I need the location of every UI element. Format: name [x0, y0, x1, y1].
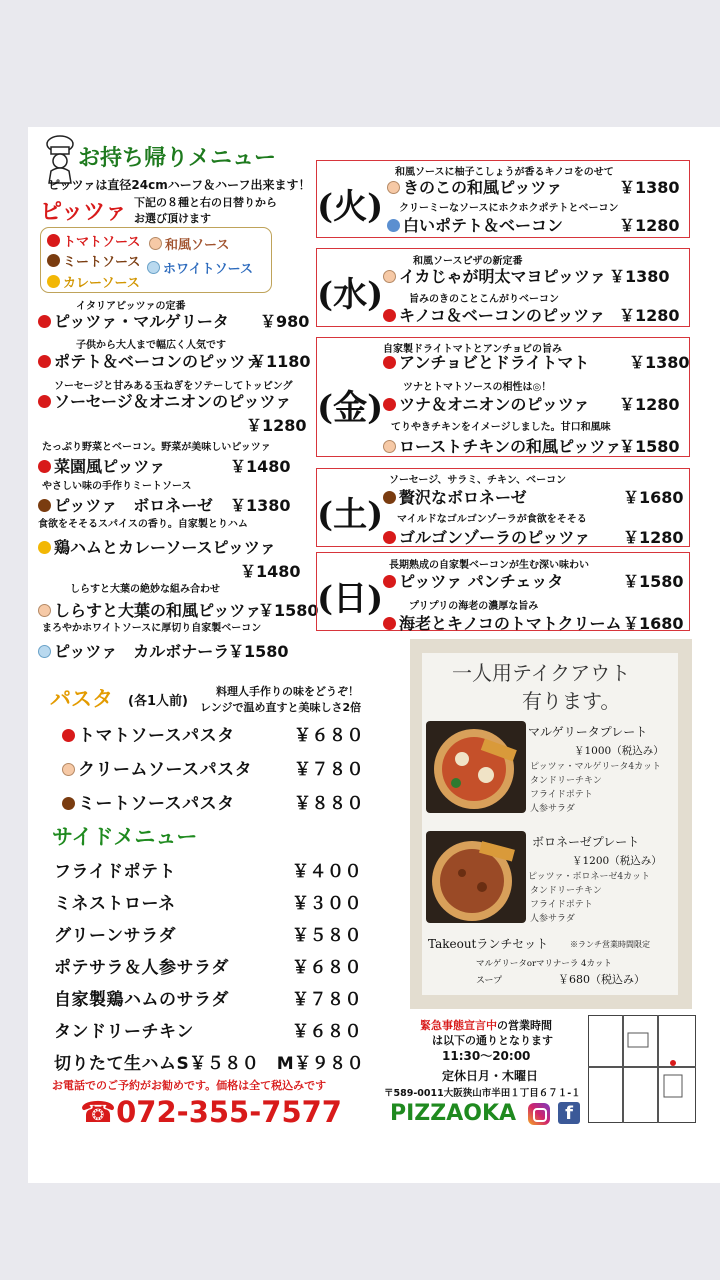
side-heading: サイドメニュー	[52, 825, 198, 849]
hours-line1: 緊急事態宣言中の営業時間	[420, 1019, 552, 1032]
takeout-board: 一人用テイクアウト 有ります。 マルゲリータプレート ￥1000（税込み） ピッツァ・マルゲリータ4カット タンドリーチキン フライドポテト 人参サラダ ボロネーゼプレート ￥1200（税込み） ピッツァ・ボロネーゼ4カット タンドリーチキン フライドポテト 人参サラダ Takeoutランチセット ※ランチ営業時間限定 マルゲリータorマリナーラ 4カット スープ ￥680（税込み）	[410, 639, 692, 1009]
pasta-item: ミートソースパスタ	[62, 789, 235, 814]
pizza-item: ピッツァ カルボナーラ	[38, 639, 229, 662]
pizza-item: ポテト＆ベーコンのピッツァ	[38, 349, 261, 372]
pizza-item: ピッツァ・マルゲリータ	[38, 309, 229, 332]
daily-box-sun: (日) 長期熟成の自家製ベーコンが生む深い味わい ピッツァ パンチェッタ ￥1580 プリプリの海老の濃厚な旨み 海老とキノコのトマトクリーム ￥1680	[316, 552, 690, 631]
pizza-item: しらすと大葉の和風ピッツァ	[38, 598, 261, 621]
daily-box-fri: (金) 自家製ドライトマトとアンチョビの旨み アンチョビとドライトマト ￥1380 ツナとトマトソースの相性は◎！ ツナ＆オニオンのピッツァ ￥1280 てりやきチキンをイメージしました。甘口和風味 ローストチキンの和風ピッツァ ￥1580	[316, 337, 690, 457]
phone-number[interactable]: ☎072-355-7577	[80, 1095, 342, 1129]
pizza-item: ソーセージ＆オニオンのピッツァ	[38, 389, 291, 412]
daily-box-tue: (火) 和風ソースに柚子こしょうが香るキノコをのせて きのこの和風ピッツァ ￥1380 クリーミーなソースにホクホクポテトとベーコン 白いポテト＆ベーコン ￥1280	[316, 160, 690, 238]
pasta-item: トマトソースパスタ	[62, 721, 235, 746]
pasta-item: クリームソースパスタ	[62, 755, 252, 780]
reserve-note: お電話でのご予約がお勧めです。価格は全て税込みです	[52, 1079, 327, 1092]
page-title: お持ち帰りメニュー	[78, 146, 277, 171]
menu-sheet: お持ち帰りメニュー ピッツァは直径24cmハーフ＆ハーフ出来ます！ ピッツァ 下記の８種と右の日替りから お選び頂けます トマトソース 和風ソース ミートソース ホワイトソース カレーソース イタリアピッツァの定番 ピッツァ・マルゲリータ ￥980 子供から大人まで幅広く人気です ポテト＆ベーコンのピッツァ ￥1180 ソーセージと甘みある玉ねぎをソテーしてトッピング ソーセージ＆オニオンのピッツァ ￥1280 たっぷり野菜とベーコン。野菜が美味しいピッツァ 菜園風ピッツァ ￥1480 やさしい味の手作りミートソース ピッツァ ボロネーゼ ￥1380 食欲をそそるスパイスの香り。自家製とりハム 鶏ハムとカレーソースピッツァ ￥1480 しらすと大葉の絶妙な組み合わせ しらすと大葉の和風ピッツァ ￥1580 まろやかホワイトソースに厚切り自家製ベーコン ピッツァ カルボナーラ ￥1580 (火) 和風ソースに柚子こしょうが香るキノコをのせて きのこの和風ピッツァ ￥1380 クリーミーなソースにホクホクポテトとベーコン 白いポテト＆ベーコン ￥1280 (水) 和風ソースピザの新定番 イカじゃが明太マヨピッツァ ￥1380 旨みのきのことこんがりベーコン キノコ＆ベーコンのピッツァ ￥1280 (金) 自家製ドライトマトとアンチョビの旨み アンチョビとドライトマト ￥1380 ツナとトマトソースの相性は◎！ ツナ＆オニオンのピッツァ ￥1280 てりやきチキンをイメージしました。甘口和風味 ローストチキンの和風ピッツァ ￥1580 (土) ソーセージ、サラミ、チキン、ベーコン 贅沢なボロネーゼ ￥1680 マイルドなゴルゴンゾーラが食欲をそそる ゴルゴンゾーラのピッツァ ￥1280 (日) 長期熟成の自家製ベーコンが生む深い味わい ピッツァ パンチェッタ ￥1580 プリプリの海老の濃厚な旨み 海老とキノコのトマトクリーム ￥1680 パスタ (各1人前) 料理人手作りの味をどうぞ！ レンジで温め直すと美味しさ2倍 トマトソースパスタ ￥６８０ クリームソースパスタ ￥７８０ ミートソースパスタ ￥８８０ サイドメニュー フライドポテト ￥４００ ミネストローネ ￥３００ グリーンサラダ ￥５８０ ポテサラ＆人参サラダ ￥６８０ 自家製鶏ハムのサラダ ￥７８０ タンドリーチキン ￥６８０ 切りたて生ハムS￥５８０ M￥９８０ お電話でのご予約がお勧めです。価格は全て税込みです ☎072-355-7577 PIZZAOKA f 緊急事態宣言中の営業時間 は以下の通りとなります 11:30～20:00 定休日月・木曜日 〒589-0011大阪狭山市半田１丁目６７１-１ 一人用テイクアウト 有ります。 マルゲリータプレート ￥1000（税込み） ピッツァ・マルゲリータ4カット タンドリーチキン フライドポテト 人参サラダ ボロネーゼプレート ￥1200（税込み） ピッツァ・ボロネーゼ4カット タンドリーチキン フライドポテト 人参サラダ Takeoutランチセット ※ランチ営業時間限定 マルゲリータorマリナーラ 4カット スープ ￥680（税込み）	[28, 127, 720, 1183]
business-hours: 11:30～20:00	[442, 1049, 531, 1063]
sauce-legend: トマトソース 和風ソース ミートソース ホワイトソース カレーソース	[40, 227, 272, 293]
instagram-icon[interactable]	[528, 1103, 550, 1125]
pizza-item: 菜園風ピッツァ	[38, 454, 165, 477]
daily-box-wed: (水) 和風ソースピザの新定番 イカじゃが明太マヨピッツァ ￥1380 旨みのきのことこんがりベーコン キノコ＆ベーコンのピッツァ ￥1280	[316, 248, 690, 327]
margherita-plate-photo	[426, 721, 526, 813]
pizza-item: ピッツァ ボロネーゼ	[38, 493, 213, 516]
pizza-heading: ピッツァ	[40, 200, 127, 225]
address: 〒589-0011大阪狭山市半田１丁目６７１-１	[384, 1088, 581, 1099]
access-map	[588, 1015, 696, 1123]
phone-icon: ☎	[80, 1095, 117, 1129]
facebook-icon[interactable]: f	[558, 1102, 580, 1124]
brand-name: PIZZAOKA	[390, 1101, 517, 1126]
pizza-item: 鶏ハムとカレーソースピッツァ	[38, 535, 276, 558]
daily-box-sat: (土) ソーセージ、サラミ、チキン、ベーコン 贅沢なボロネーゼ ￥1680 マイルドなゴルゴンゾーラが食欲をそそる ゴルゴンゾーラのピッツァ ￥1280	[316, 468, 690, 547]
page-subtitle: ピッツァは直径24cmハーフ＆ハーフ出来ます！	[48, 178, 311, 192]
pizza-heading-note: 下記の８種と右の日替りから お選び頂けます	[134, 196, 277, 225]
bolognese-plate-photo	[426, 831, 526, 923]
pasta-heading: パスタ	[50, 687, 113, 711]
